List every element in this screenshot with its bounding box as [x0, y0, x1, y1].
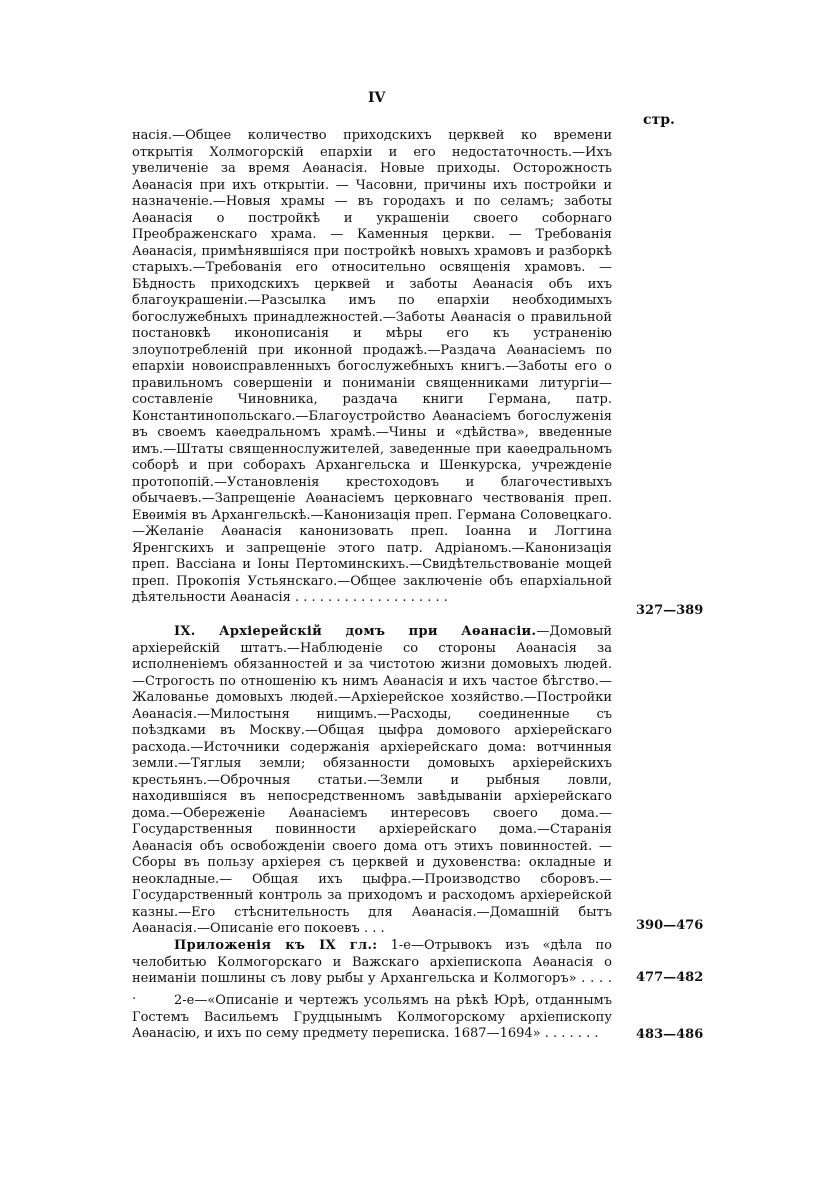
page-range: 327—389 — [636, 603, 704, 618]
page-range: 477—482 — [636, 970, 704, 985]
entry-text: 2-е—«Описаніе и чертежъ усольямъ на рѣкѣ Юрѣ, отданнымъ Гостемъ Васильемъ Грудцынымъ Колмогорскому архіепископу Аѳанасію, и ихъ по сему предмету переписка. 1687—1694» — [132, 993, 612, 1041]
toc-entry-parish-churches — [132, 128, 612, 607]
section-title: IX. Архіерейскій домъ при Аѳанасіи. — [174, 624, 537, 639]
column-header-pages: стр. — [643, 112, 675, 128]
entry-text: насія.—Общее количество приходскихъ церквей ко времени открытія Холмогорскій епархіи и его недостаточность.—Ихъ увеличеніе за время Аѳанасія. Новые приходы. Осторожность Аѳанасія при ихъ открытіи. — Часовни, причины ихъ постройки и назначеніе.—Новыя храмы — въ городахъ и по селамъ; заботы Аѳанасія о постройкѣ и украшеніи своего соборнаго Преображенскаго храма. — Каменныя церкви. — Требованія Аѳанасія, примѣнявшіяся при постройкѣ новыхъ храмовъ и разборкѣ старыхъ.—Требованія его относительно освященія храмовъ. — Бѣдность приходскихъ церквей и заботы Аѳанасія объ ихъ благоукрашеніи.—Разсылка имъ по епархіи необходимыхъ богослужебныхъ принадлежностей.—Заботы Аѳанасія о правильной постановкѣ иконописанія и мѣры его къ устраненію злоупотребленій при иконной продажѣ.—Раздача Аѳанасіемъ по епархіи новоисправленныхъ богослужебныхъ книгъ.—Заботы его о правильномъ совершеніи и пониманіи священниками литургіи—составленіе Чиновника, раздача книги Германа, патр. Константинопольскаго.—Благоустройство Аѳанасіемъ богослуженія въ своемъ каѳедральномъ храмѣ.—Чины и «дѣйства», введенные имъ.—Штаты священнослужителей, заведенные при каѳедральномъ соборѣ и при соборахъ Архангельска и Шенкурска, учрежденіе протопопій.—Установленія крестоходовъ и благочестивыхъ обычаевъ.—Запрещеніе Аѳанасіемъ церковнаго чествованія преп. Евѳимія въ Архангельскѣ.—Канонизація преп. Германа Соловецкаго.—Желаніе Аѳанасія канонизовать преп. Іоанна и Логгина Яренгскихъ и запрещеніе этого патр. Адріаномъ.—Канонизація преп. Вассіана и Іоны Пертоминскихъ.—Свидѣтельствованіе мощей преп. Прокопія Устьянскаго.—Общее заключеніе объ епархіальной дѣятельности Аѳанасія — [132, 128, 612, 605]
entry-text: —Домовый архіерейскій штатъ.—Наблюденіе со стороны Аѳанасія за исполненіемъ обязанностей и за чистотою жизни домовыхъ людей.—Строгость по отношенію къ нимъ Аѳанасія и ихъ частое бѣгство.—Жалованье домовыхъ людей.—Архіерейское хозяйство.—Постройки Аѳанасія.—Милостыня нищимъ.—Расходы, соединенные съ поѣздками въ Москву.—Общая цыфра домового архіерейскаго расхода.—Источники содержанія архіерейскаго дома: вотчинныя земли.—Тяглыя земли; обязанности домовыхъ архіерейскихъ крестьянъ.—Оброчныя статьи.—Земли и рыбныя ловли, находившіяся въ непосредственномъ завѣдываніи архіерейскаго дома.—Обереженіе Аѳанасіемъ интересовъ своего дома.—Государственныя повинности архіерейскаго дома.—Старанія Аѳанасія объ освобожденіи своего дома отъ этихъ повинностей. — Сборы въ пользу архіерея съ церквей и духовенства: окладные и неокладные.— Общая ихъ цыфра.—Производство сборовъ.—Государственный контроль за приходомъ и расходомъ архіерейской казны.—Его стѣснительность для Аѳанасія.—Домашній бытъ Аѳанасія.—Описаніе его покоевъ — [132, 624, 612, 936]
dot-leader: . . . . . . . — [540, 1026, 599, 1041]
toc-entry-appendix-2 — [132, 993, 612, 1043]
dot-leader: . . . . . — [132, 971, 612, 1003]
page-range: 483—486 — [636, 1027, 704, 1042]
dot-leader: . . . — [359, 921, 385, 936]
page-range: 390—476 — [636, 918, 704, 933]
appendix-title: Приложенія къ IX гл.: — [174, 938, 378, 953]
toc-entry-bishops-house — [132, 624, 612, 938]
dot-leader: . . . . . . . . . . . . . . . . . . . — [290, 590, 448, 605]
page-number: IV — [368, 90, 386, 106]
entry-text: 1-е—Отрывокъ изъ «дѣла по челобитью Колмогорскаго и Важскаго архіепископа Аѳанасія о неиманіи пошлины съ лову рыбы у Архангельска и Колмогоръ» — [132, 938, 612, 986]
